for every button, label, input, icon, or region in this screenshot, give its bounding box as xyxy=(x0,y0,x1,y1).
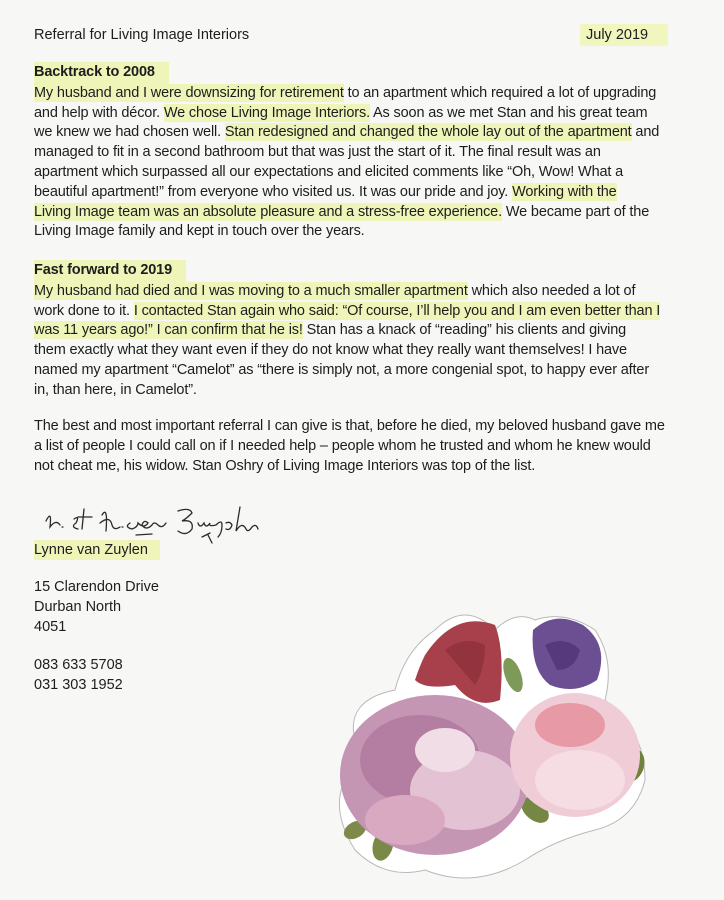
text-line xyxy=(34,104,714,124)
address-suburb: Durban North xyxy=(34,598,122,615)
pale-rose-icon xyxy=(510,693,640,817)
text-line xyxy=(34,302,714,322)
text-line xyxy=(34,183,714,203)
phone-number: 083 633 5708 xyxy=(34,657,123,673)
text-line xyxy=(34,361,714,381)
paragraph xyxy=(34,282,714,401)
letter-title: Referral for Living Image Interiors xyxy=(34,27,250,43)
paragraph xyxy=(34,417,714,476)
text-segment: in, than here, in Camelot”. xyxy=(34,381,197,398)
section-referral xyxy=(34,417,714,476)
text-line xyxy=(34,417,714,437)
text-segment: Stan has a knack of “reading” his clients and giving xyxy=(302,322,627,339)
text-segment: a list of people I could call on if I needed help – people whom he trusted and whom he knew would xyxy=(34,437,651,454)
highlighted-text: My husband had died and I was moving to a much smaller apartment xyxy=(34,282,468,299)
highlighted-text: Working with the xyxy=(512,183,617,200)
text-line xyxy=(34,457,714,477)
text-segment: We became part of the xyxy=(501,203,650,220)
text-segment: we knew we had chosen well. xyxy=(34,124,225,141)
text-segment: Living Image family and kept in touch over the years. xyxy=(34,223,365,240)
text-line xyxy=(34,381,714,401)
text-segment: The best and most important referral I can give is that, before he died, my beloved husband gave me xyxy=(34,418,665,434)
address-street: 15 Clarendon Drive xyxy=(34,579,159,595)
text-segment: and xyxy=(631,124,660,141)
flower-sticker-illustration xyxy=(325,590,665,900)
text-segment: and help with décor. xyxy=(34,104,164,121)
text-segment: work done to it. xyxy=(34,302,134,319)
text-segment: apartment which surpassed all our expectations and elicited comments like “Oh, Wow! What a xyxy=(34,163,624,180)
text-line xyxy=(34,437,714,457)
text-segment: As soon as we met Stan and his great team xyxy=(369,104,648,121)
text-line xyxy=(34,341,714,361)
text-line xyxy=(34,222,714,242)
text-segment: beautiful apartment!” from everyone who visited us. It was our pride and joy. xyxy=(34,183,513,200)
letter-date: July 2019 xyxy=(580,24,668,46)
address-block xyxy=(34,578,159,637)
highlighted-text: I contacted Stan again who said: “Of course, I’ll help you and I am even better than I xyxy=(133,302,661,319)
text-line xyxy=(34,321,714,341)
text-segment: which also needed a lot of xyxy=(467,282,636,299)
section-heading: Fast forward to 2019 xyxy=(34,260,186,282)
text-segment: not cheat me, his widow. Stan Oshry of Living Image Interiors was top of the list. xyxy=(34,457,536,474)
text-segment: to an apartment which required a lot of upgrading xyxy=(343,84,657,101)
text-line xyxy=(34,84,714,104)
address-postcode: 4051 xyxy=(34,618,67,635)
highlighted-text: We chose Living Image Interiors. xyxy=(163,104,370,121)
paragraph xyxy=(34,84,714,242)
highlighted-text: My husband and I were downsizing for retirement xyxy=(34,84,344,101)
text-segment: managed to fit in a second bathroom but that was just the start of it. The final result was an xyxy=(34,144,601,161)
text-line xyxy=(34,282,714,302)
section-fast-forward xyxy=(34,260,714,401)
text-line xyxy=(34,123,714,143)
highlighted-text: was 11 years ago!” I can confirm that he is! xyxy=(34,322,303,339)
signatory-name: Lynne van Zuylen xyxy=(34,540,160,560)
highlighted-text: Living Image team was an absolute pleasure and a stress-free experience. xyxy=(34,203,502,220)
text-line xyxy=(34,143,714,163)
text-line xyxy=(34,203,714,223)
highlighted-text: Stan redesigned and changed the whole lay out of the apartment xyxy=(224,124,632,141)
section-heading: Backtrack to 2008 xyxy=(34,62,169,84)
phone-number: 031 303 1952 xyxy=(34,676,123,693)
pink-peony-icon xyxy=(340,695,530,855)
text-segment: named my apartment “Camelot” as “there is simply not, a more congenial spot, to happy ever after xyxy=(34,361,650,378)
text-segment: them exactly what they want even if they do not know what they really want themselves! I have xyxy=(34,342,627,359)
text-line xyxy=(34,163,714,183)
section-backtrack xyxy=(34,62,714,242)
phone-block xyxy=(34,656,123,696)
